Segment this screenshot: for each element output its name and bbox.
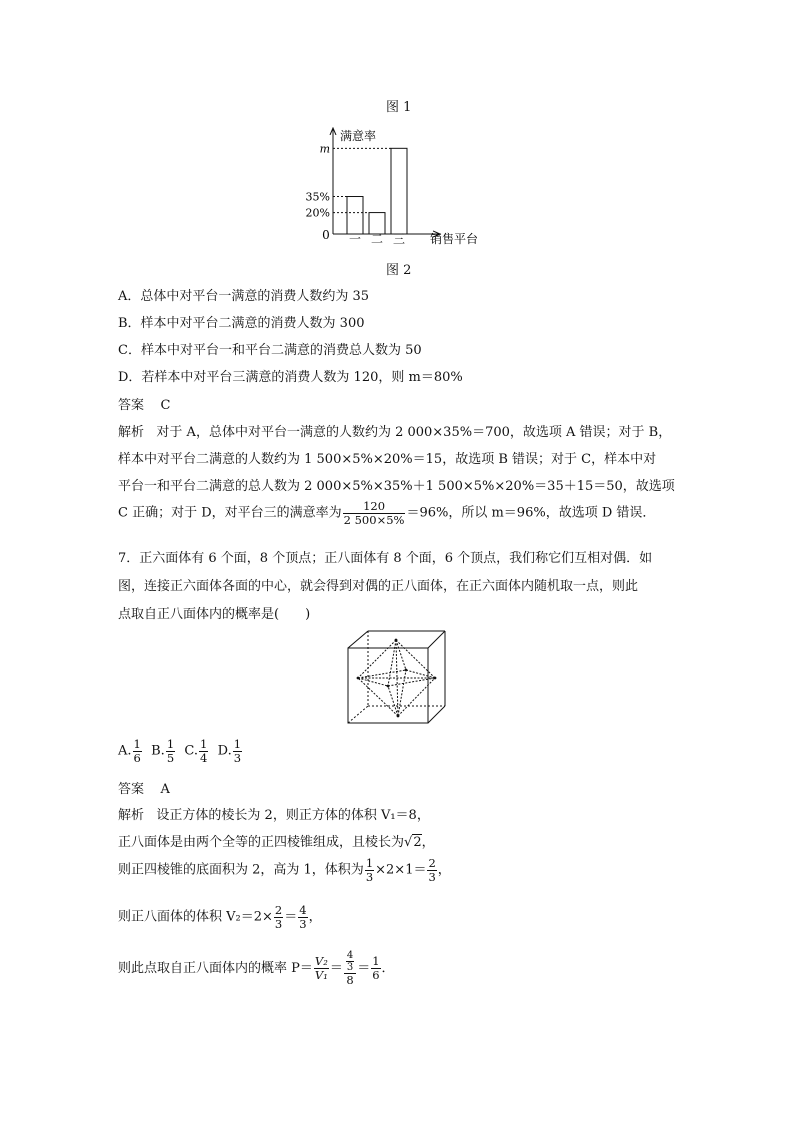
q7-answer: 答案 A: [118, 782, 170, 797]
q6-option-b: B．样本中对平台二满意的消费人数为 300: [118, 316, 365, 331]
q7-analysis-line-1: 解析 设正方体的棱长为 2，则正方体的体积 V₁＝8，: [118, 808, 430, 823]
q7-analysis-line-5: 则此点取自正八面体内的概率 P＝ $\frac{\text{V₂}}{\text{V₁}}$ ＝ $\frac{\frac{4}{3}}{8}$ ＝ $\frac{1}{6}$ ．: [118, 950, 395, 987]
category-label: 一: [348, 232, 362, 246]
figure2-caption: 图 2: [386, 263, 412, 278]
q7-options: A. $\frac{1}{6}$ B. $\frac{1}{5}$ C. $\frac{1}{4}$ D. $\frac{1}{3}$: [118, 737, 242, 765]
q7-analysis-line-3: 则正四棱锥的底面积为 2，高为 1，体积为 $\frac{1}{3}$ ×2×1＝ $\frac{2}{3}$ ，: [118, 856, 451, 884]
answer-label: 答案: [118, 398, 145, 413]
answer-value: C: [160, 398, 171, 413]
q6-analysis-line-1: 解析 对于 A，总体中对平台一满意的人数约为 2 000×35%＝700，故选项 A 错误；对于 B，: [118, 425, 672, 440]
q7-analysis-line-4: 则正八面体的体积 V₂＝2× $\frac{2}{3}$ ＝ $\frac{4}{3}$ ，: [118, 903, 322, 931]
y-tick-label: 20%: [305, 206, 330, 220]
q6-analysis-line-2: 样本中对平台二满意的人数约为 1 500×5%×20%＝15，故选项 B 错误；对于 C，样本中对: [118, 452, 657, 467]
q6-answer: [118, 394, 171, 413]
bar-二: [369, 213, 385, 234]
figure1-caption: 图 1: [386, 100, 412, 115]
y-axis-label: 满意率: [340, 129, 377, 143]
y-tick-label: 35%: [305, 190, 330, 204]
category-label: 三: [392, 232, 406, 246]
q7-stem-line-2: 图，连接正六面体各面的中心，就会得到对偶的正八面体，在正六面体内随机取一点，则此: [118, 579, 639, 594]
cube-octahedron-figure: [343, 628, 453, 728]
origin-label: 0: [322, 228, 330, 242]
bar-三: [391, 148, 407, 234]
q7-stem-line-1: 7．正六面体有 6 个面，8 个顶点；正八面体有 8 个面，6 个顶点，我们称它们互相对偶．如: [118, 551, 653, 566]
category-label: 二: [370, 232, 384, 246]
q6-option-c: C．样本中对平台一和平台二满意的消费总人数为 50: [118, 343, 422, 358]
x-axis-label: 销售平台: [430, 232, 479, 246]
bar-一: [347, 197, 363, 234]
satisfaction-rate-fraction: $\frac{120}{2 500\times 5\%}$: [343, 499, 405, 527]
q7-analysis-line-2: 正八面体是由两个全等的正四棱锥组成，且棱长为√2，: [118, 835, 435, 850]
q6-option-a: A．总体中对平台一满意的消费人数约为 35: [118, 289, 370, 304]
octahedron: [358, 640, 435, 716]
q6-option-d: D．若样本中对平台三满意的消费人数为 120，则 m＝80%: [118, 370, 463, 385]
bar-chart: [300, 122, 500, 252]
analysis-label: 解析: [118, 425, 145, 440]
y-tick-label: m: [319, 142, 330, 156]
q7-stem-line-3: 点取自正八面体内的概率是( ): [118, 607, 311, 622]
q6-analysis-line-3: 平台一和平台二满意的总人数为 2 000×5%×35%＋1 500×5%×20%＝35＋15＝50，故选项: [118, 479, 675, 494]
q6-analysis-line-4: C 正确；对于 D，对平台三的满意率为 $\frac{120}{2 500\times 5\%}$ ＝96%，所以 m＝96%，故选项 D 错误．: [118, 499, 656, 527]
